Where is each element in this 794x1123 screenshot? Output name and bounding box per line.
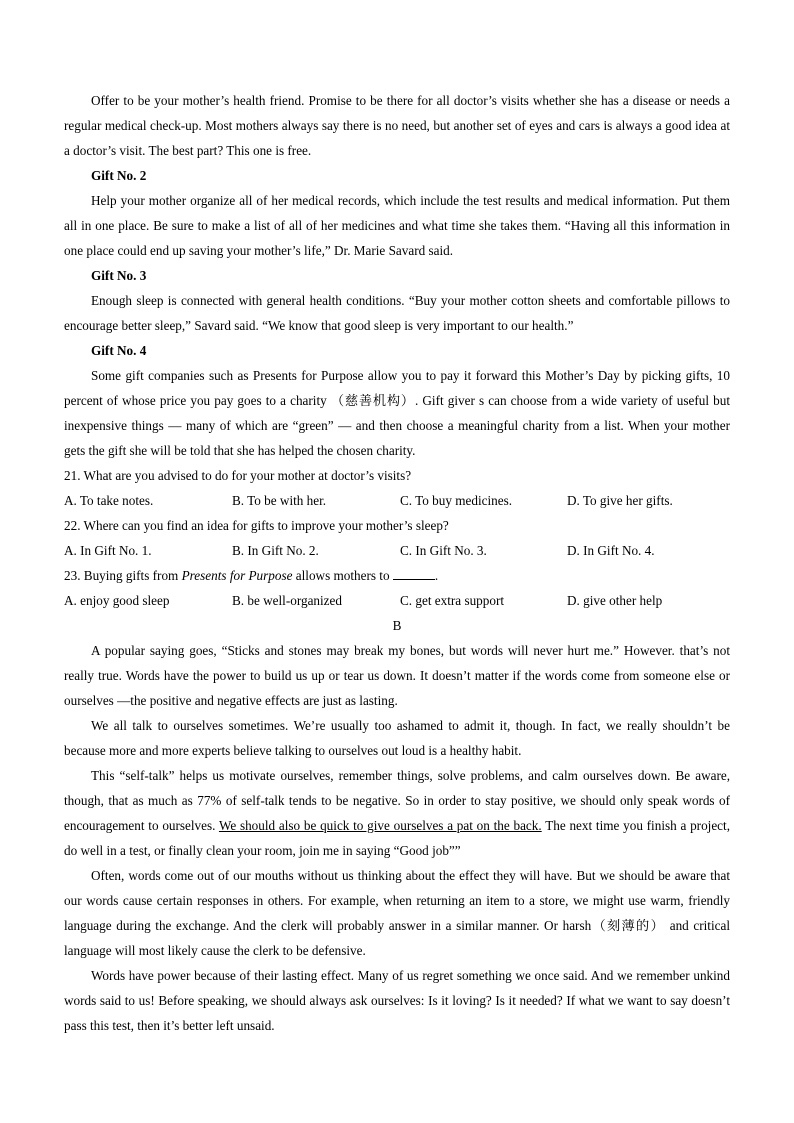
gift2-paragraph: Help your mother organize all of her medical records, which include the test results and medical information. Put them all in one place. Be sure to make a list of all of her medicines and what time she takes them. “Having all this information in one place could end up saving your mother’s life,” Dr. Marie Savard said.: [64, 193, 730, 258]
passage-b-paragraph-4: Often, words come out of our mouths without us thinking about the effect they will have. But we should be aware that our words cause certain responses in others. For example, when returning an item to a store, we might use warm, friendly language during the exchange. And the clerk will probably answer in a similar manner. Or harsh（刻薄的） and critical language will most likely cause the clerk to be defensive.: [64, 868, 730, 958]
passage-b-paragraph-3: [64, 763, 730, 863]
question-22-stem: 22. Where can you find an idea for gifts to improve your mother’s sleep?: [64, 518, 449, 533]
document-page: [64, 88, 730, 1038]
question-21-options: [64, 488, 730, 513]
gift3-paragraph: Enough sleep is connected with general health conditions. “Buy your mother cotton sheets and comfortable pillows to encourage better sleep,” Savard said. “We know that good sleep is very important to our health.”: [64, 293, 730, 333]
question-23-stem-middle: allows mothers to: [292, 568, 393, 583]
gift3-heading: Gift No. 3: [91, 268, 147, 283]
gift4-heading: Gift No. 4: [91, 343, 147, 358]
gift1-paragraph: Offer to be your mother’s health friend. Promise to be there for all doctor’s visits whether she has a disease or needs a regular medical check-up. Most mothers always say there is no need, but another set of eyes and cars is always a good idea at a doctor’s visit. The best part? This one is free.: [64, 93, 730, 158]
passage-b-paragraph-3-end: The next time you finish a project, do well in a test, or finally clean your room, join me in saying “Good job””: [64, 818, 730, 858]
gift2-heading: Gift No. 2: [91, 168, 147, 183]
question-22-option-c[interactable]: C. In Gift No. 3.: [400, 543, 487, 558]
question-23-option-b[interactable]: B. be well-organized: [232, 593, 342, 608]
question-23-stem-start: 23. Buying gifts from: [64, 568, 182, 583]
question-21-stem: 21. What are you advised to do for your mother at doctor’s visits?: [64, 468, 412, 483]
question-23-option-d[interactable]: D. give other help: [567, 593, 663, 608]
question-21-option-d[interactable]: D. To give her gifts.: [567, 493, 673, 508]
section-b-label: B: [392, 618, 402, 633]
question-23-option-c[interactable]: C. get extra support: [400, 593, 505, 608]
question-23-company-name: Presents for Purpose: [181, 568, 293, 583]
question-23-option-a[interactable]: A. enjoy good sleep: [64, 593, 170, 608]
question-22-option-a[interactable]: A. In Gift No. 1.: [64, 543, 152, 558]
question-23-stem: [64, 563, 730, 588]
question-22-options: [64, 538, 730, 563]
question-21-option-a[interactable]: A. To take notes.: [64, 493, 154, 508]
question-21-option-c[interactable]: C. To buy medicines.: [400, 493, 513, 508]
passage-b-paragraph-3-start: This “self-talk” helps us motivate ourselves, remember things, solve problems, and calm ourselves down. Be aware, though, that as much as 77% of self-talk tends to be negative. So in order to stay positive, we should only speak words of encouragement to ourselves.: [64, 768, 730, 833]
underlined-sentence: We should also be quick to give ourselves a pat on the back.: [218, 818, 542, 833]
question-23-options: [64, 588, 730, 613]
question-22-option-b[interactable]: B. In Gift No. 2.: [232, 543, 319, 558]
passage-b-paragraph-5: Words have power because of their lasting effect. Many of us regret something we once said. And we remember unkind words said to us! Before speaking, we should always ask ourselves: Is it loving? Is it needed? If what we want to say doesn’t pass this test, then it’s better left unsaid.: [64, 968, 730, 1033]
question-23-stem-end: .: [434, 568, 439, 583]
question-23-answer-blank[interactable]: [393, 568, 435, 580]
passage-b-paragraph-1: A popular saying goes, “Sticks and stones may break my bones, but words will never hurt me.” However. that’s not really true. Words have the power to build us up or tear us down. It doesn’t matter if the words come from someone else or ourselves —the positive and negative effects are just as lasting.: [64, 643, 730, 708]
passage-b-paragraph-2: We all talk to ourselves sometimes. We’re usually too ashamed to admit it, though. In fact, we really shouldn’t be because more and more experts believe talking to ourselves out loud is a healthy habit.: [64, 718, 730, 758]
question-22-option-d[interactable]: D. In Gift No. 4.: [567, 543, 655, 558]
question-21-option-b[interactable]: B. To be with her.: [232, 493, 327, 508]
gift4-paragraph: Some gift companies such as Presents for Purpose allow you to pay it forward this Mother’s Day by picking gifts, 10 percent of whose price you pay goes to a charity （慈善机构）. Gift giver s can choose from a wide variety of useful but inexpensive things — many of which are “green” — and then choose a meaningful charity from a list. When your mother gets the gift she will be told that she has helped the chosen charity.: [64, 368, 730, 458]
